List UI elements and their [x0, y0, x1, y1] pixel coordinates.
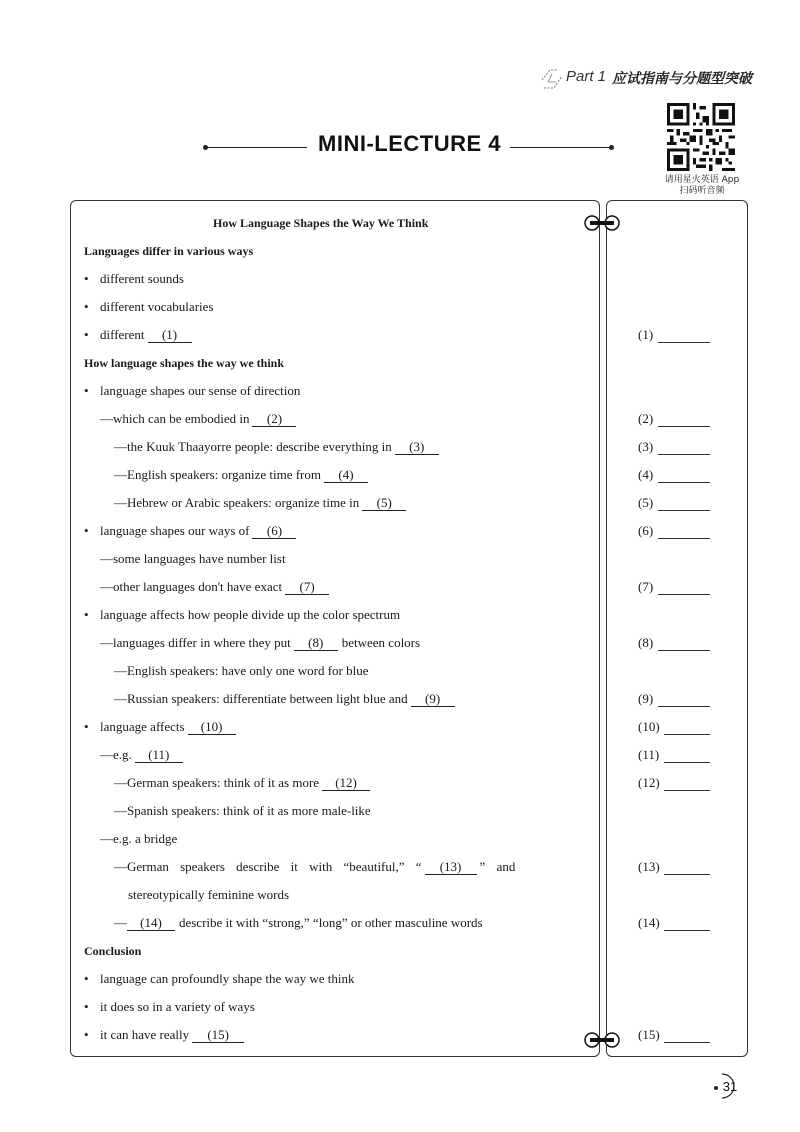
- blank-3: (3): [395, 440, 439, 455]
- list-item: • language shapes our sense of direction: [84, 383, 301, 398]
- blank-2: (2): [252, 412, 296, 427]
- list-item: —German speakers: think of it as more (12): [114, 775, 370, 791]
- answer-line-15[interactable]: [664, 1042, 710, 1043]
- list-item: —other languages don't have exact (7): [100, 579, 329, 595]
- blank-7: (7): [285, 580, 329, 595]
- answer-line-14[interactable]: [664, 930, 710, 931]
- answer-label-15: (15): [638, 1027, 660, 1042]
- answer-label-4: (4): [638, 467, 654, 482]
- list-item: —English speakers: organize time from (4): [114, 467, 368, 483]
- list-item: • different sounds: [84, 271, 184, 286]
- title-right-rule: [510, 147, 610, 148]
- list-item: —which can be embodied in (2): [100, 411, 296, 427]
- list-item: —e.g. (11): [100, 747, 183, 763]
- answer-label-8: (8): [638, 635, 654, 650]
- answer-line-7[interactable]: [658, 594, 710, 595]
- list-item: • language affects (10): [84, 719, 236, 735]
- answer-label-2: (2): [638, 411, 654, 426]
- bullet: •: [84, 999, 89, 1014]
- answer-line-3[interactable]: [658, 454, 710, 455]
- qr-caption-line1: 请用星火英语 App: [664, 175, 740, 185]
- part-title: 应试指南与分题型突破: [612, 71, 752, 87]
- answer-label-9: (9): [638, 691, 654, 706]
- section-heading-2: How language shapes the way we think: [84, 356, 285, 370]
- list-item: • different (1): [84, 327, 192, 343]
- list-item: —e.g. a bridge: [100, 831, 178, 846]
- outline-heading: How Language Shapes the Way We Think: [213, 216, 429, 230]
- section-heading-3: Conclusion: [84, 944, 142, 958]
- answer-line-13[interactable]: [664, 874, 710, 875]
- list-item: • language can profoundly shape the way we think: [84, 971, 355, 986]
- answer-label-14: (14): [638, 915, 660, 930]
- blank-11: (11): [135, 748, 183, 763]
- list-item: —some languages have number list: [100, 551, 286, 566]
- part-label: Part 1: [566, 68, 607, 85]
- blank-14: (14): [127, 916, 175, 931]
- list-item: —English speakers: have only one word for blue: [114, 663, 369, 678]
- list-item: • language shapes our ways of (6): [84, 523, 296, 539]
- list-item: —Spanish speakers: think of it as more male-like: [114, 803, 371, 818]
- binder-ring-top-icon: [584, 213, 620, 233]
- title-right-dot: [609, 145, 614, 150]
- blank-6: (6): [252, 524, 296, 539]
- bullet: •: [84, 299, 89, 314]
- answer-line-2[interactable]: [658, 426, 710, 427]
- answer-line-8[interactable]: [658, 650, 710, 651]
- bullet: •: [84, 719, 89, 734]
- answer-line-12[interactable]: [664, 790, 710, 791]
- bullet: •: [84, 971, 89, 986]
- answer-label-11: (11): [638, 747, 660, 762]
- answer-panel: [606, 200, 748, 1057]
- part-logo-icon: [538, 66, 568, 92]
- qr-code-icon: [667, 103, 735, 171]
- section-heading-1: Languages differ in various ways: [84, 244, 254, 258]
- blank-5: (5): [362, 496, 406, 511]
- blank-8: (8): [294, 636, 338, 651]
- blank-15: (15): [192, 1028, 244, 1043]
- answer-label-3: (3): [638, 439, 654, 454]
- bullet: •: [84, 271, 89, 286]
- answer-label-7: (7): [638, 579, 654, 594]
- answer-label-10: (10): [638, 719, 660, 734]
- bullet: •: [84, 1027, 89, 1042]
- list-item: • it does so in a variety of ways: [84, 999, 255, 1014]
- blank-12: (12): [322, 776, 370, 791]
- answer-line-11[interactable]: [664, 762, 710, 763]
- list-item: — (14) describe it with “strong,” “long” or other masculine words: [114, 915, 483, 930]
- binder-ring-bottom-icon: [584, 1030, 620, 1050]
- list-item: • it can have really (15): [84, 1027, 244, 1043]
- blank-10: (10): [188, 720, 236, 735]
- answer-line-9[interactable]: [658, 706, 710, 707]
- blank-1: (1): [148, 328, 192, 343]
- list-item: stereotypically feminine words: [128, 887, 290, 902]
- title-left-rule: [207, 147, 307, 148]
- qr-caption-line2: 扫码听音频: [679, 186, 725, 196]
- bullet: •: [84, 607, 89, 622]
- bullet: •: [84, 383, 89, 398]
- list-item: • language affects how people divide up the color spectrum: [84, 607, 401, 622]
- page-number-badge: [712, 1072, 746, 1100]
- list-item: —Russian speakers: differentiate between light blue and (9): [114, 691, 455, 707]
- answer-line-1[interactable]: [658, 342, 710, 343]
- list-item: —languages differ in where they put (8) between colors: [100, 635, 421, 650]
- answer-label-6: (6): [638, 523, 654, 538]
- page-number: 31: [722, 1079, 738, 1094]
- bullet: •: [84, 523, 89, 538]
- list-item: —German speakers describe it with “beautiful,” “ (13) ” and: [114, 859, 516, 874]
- list-item: —Hebrew or Arabic speakers: organize time in (5): [114, 495, 406, 511]
- blank-4: (4): [324, 468, 368, 483]
- answer-label-5: (5): [638, 495, 654, 510]
- list-item: • different vocabularies: [84, 299, 214, 314]
- page-title: MINI-LECTURE 4: [318, 131, 501, 156]
- bullet: •: [84, 327, 89, 342]
- answer-label-12: (12): [638, 775, 660, 790]
- answer-line-10[interactable]: [664, 734, 710, 735]
- blank-9: (9): [411, 692, 455, 707]
- list-item: —the Kuuk Thaayorre people: describe everything in (3): [114, 439, 439, 455]
- answer-line-6[interactable]: [658, 538, 710, 539]
- answer-line-4[interactable]: [658, 482, 710, 483]
- answer-label-13: (13): [638, 859, 660, 874]
- answer-label-1: (1): [638, 327, 654, 342]
- blank-13: (13): [425, 860, 477, 875]
- answer-line-5[interactable]: [658, 510, 710, 511]
